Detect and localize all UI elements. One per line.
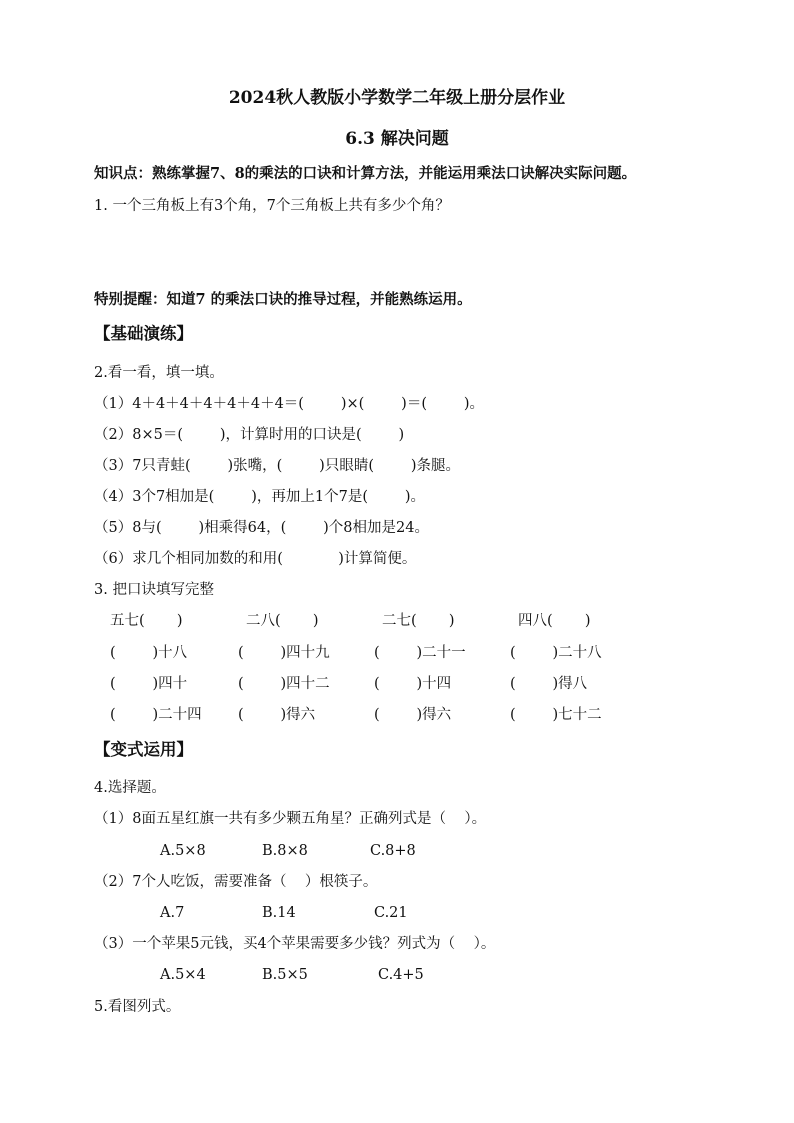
rhyme-cell: 二七( ) — [382, 613, 455, 629]
section-variant-heading: 【变式运用】 — [94, 740, 193, 759]
choice-option: A.5×8 — [160, 843, 206, 859]
question-2-item: （6）求几个相同加数的和用( )计算简便。 — [94, 551, 417, 567]
question-4-stem: 4.选择题。 — [94, 780, 166, 796]
choice-option: B.5×5 — [262, 967, 308, 983]
choice-option: B.8×8 — [262, 843, 308, 859]
page-title: 2024秋人教版小学数学二年级上册分层作业 — [228, 88, 566, 108]
rhyme-cell: ( )二十八 — [510, 645, 602, 661]
choice-question: （3）一个苹果5元钱，买4个苹果需要多少钱？列式为（ ）。 — [94, 936, 496, 952]
rhyme-cell: 二八( ) — [246, 613, 319, 629]
page-subtitle: 6.3 解决问题 — [345, 129, 449, 149]
rhyme-cell: ( )四十九 — [238, 645, 330, 661]
question-1: 1. 一个三角板上有3个角，7个三角板上共有多少个角？ — [94, 198, 450, 214]
rhyme-cell: 五七( ) — [110, 613, 183, 629]
question-3-stem: 3. 把口诀填写完整 — [94, 582, 214, 598]
rhyme-cell: ( )四十 — [110, 676, 188, 692]
rhyme-cell: 四八( ) — [518, 613, 591, 629]
rhyme-cell: ( )七十二 — [510, 707, 602, 723]
rhyme-cell: ( )二十四 — [110, 707, 202, 723]
choice-question: （1）8面五星红旗一共有多少颗五角星？正确列式是（ ）。 — [94, 811, 487, 827]
choice-option: C.21 — [374, 905, 408, 921]
choice-option: C.4+5 — [378, 967, 424, 983]
choice-option: C.8+8 — [370, 843, 416, 859]
choice-option: B.14 — [262, 905, 296, 921]
question-2-item: （4）3个7相加是( )，再加上1个7是( )。 — [94, 489, 425, 505]
question-2-item: （3）7只青蛙( )张嘴，( )只眼睛( )条腿。 — [94, 458, 461, 474]
question-2-item: （1）4＋4＋4＋4＋4＋4＋4＝( )×( )＝( )。 — [94, 396, 485, 412]
rhyme-cell: ( )得六 — [374, 707, 452, 723]
rhyme-cell: ( )十八 — [110, 645, 188, 661]
question-2-item: （5）8与( )相乘得64，( )个8相加是24。 — [94, 520, 429, 536]
choice-option: A.5×4 — [160, 967, 206, 983]
rhyme-cell: ( )十四 — [374, 676, 452, 692]
question-2-item: （2）8×5＝( )，计算时用的口诀是( ) — [94, 427, 405, 443]
rhyme-cell: ( )四十二 — [238, 676, 330, 692]
special-reminder: 特别提醒：知道7 的乘法口诀的推导过程，并能熟练运用。 — [94, 291, 472, 308]
rhyme-cell: ( )得八 — [510, 676, 588, 692]
knowledge-point: 知识点：熟练掌握7、8的乘法的口诀和计算方法，并能运用乘法口诀解决实际问题。 — [94, 165, 637, 182]
rhyme-cell: ( )得六 — [238, 707, 316, 723]
question-2-stem: 2.看一看，填一填。 — [94, 365, 224, 381]
question-5: 5.看图列式。 — [94, 999, 181, 1015]
rhyme-cell: ( )二十一 — [374, 645, 466, 661]
choice-question: （2）7个人吃饭，需要准备（ ）根筷子。 — [94, 874, 378, 890]
choice-option: A.7 — [160, 905, 185, 921]
section-basic-heading: 【基础演练】 — [94, 324, 193, 343]
